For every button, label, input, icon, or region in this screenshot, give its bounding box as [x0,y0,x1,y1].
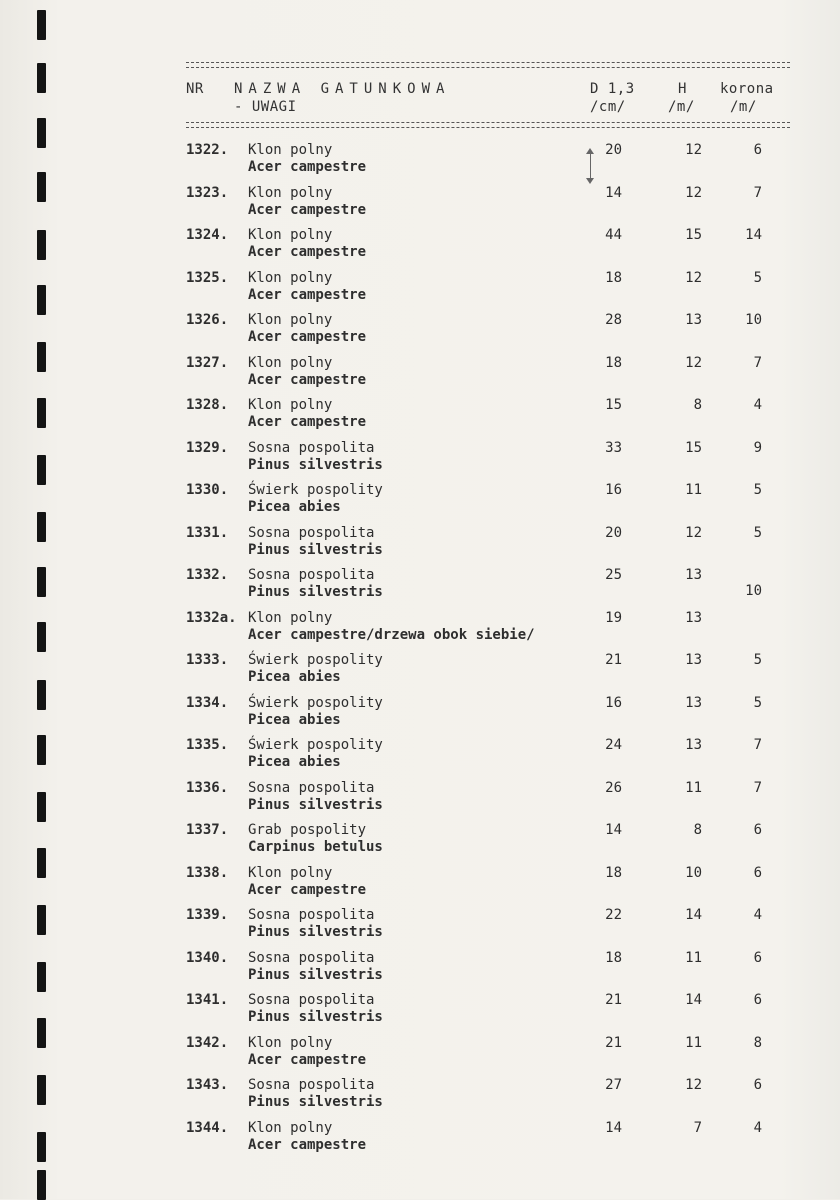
diameter-value: 18 [605,864,622,881]
latin-name: Pinus silvestris [248,924,383,940]
latin-name: Pinus silvestris [248,796,383,813]
species-name: Klon polny [248,609,333,626]
column-header-nr: NR [186,81,204,97]
tree-number: 1343. [186,1077,229,1093]
diameter-value: 14 [605,1119,622,1136]
tree-number: 1334. [186,694,229,711]
crown-value: 14 [745,227,762,243]
table-row [0,270,840,310]
table-row [0,227,840,267]
crown-value: 7 [753,737,762,753]
height-value: 13 [685,609,702,626]
table-row [0,142,840,182]
diameter-value: 16 [605,482,622,498]
tree-number: 1330. [186,482,229,498]
species-name: Sosna pospolita [248,567,375,583]
diameter-value: 15 [605,397,622,413]
tree-number: 1326. [186,312,229,328]
latin-name: Pinus silvestris [248,1009,383,1025]
height-value: 8 [693,397,702,413]
table-row [0,355,840,395]
height-value: 10 [685,864,702,881]
latin-name: Acer campestre/drzewa obok siebie/ [248,626,535,643]
species-name: Świerk pospolity [248,737,383,753]
height-value: 11 [685,779,702,796]
diameter-value: 24 [605,737,622,753]
species-name: Klon polny [248,227,333,243]
height-value: 14 [685,992,702,1008]
height-value: 13 [685,652,702,668]
diameter-value: 22 [605,907,622,923]
species-name: Klon polny [248,1034,333,1051]
latin-name: Carpinus betulus [248,839,383,855]
species-name: Świerk pospolity [248,694,383,711]
crown-value: 10 [745,312,762,328]
crown-value: 8 [753,1034,762,1051]
tree-number: 1335. [186,737,229,753]
height-value: 13 [685,312,702,328]
header-top-rule [186,62,790,68]
species-name: Sosna pospolita [248,1077,375,1093]
tree-number: 1331. [186,524,229,541]
height-value: 12 [685,184,702,201]
height-value: 12 [685,354,702,371]
diameter-value: 18 [605,949,622,966]
diameter-value: 18 [605,269,622,286]
table-row [0,737,840,777]
table-row [0,907,840,947]
species-name: Sosna pospolita [248,949,375,966]
species-name: Klon polny [248,397,333,413]
diameter-value: 25 [605,567,622,583]
table-row [0,1120,840,1160]
height-value: 11 [685,1034,702,1051]
diameter-value: 14 [605,822,622,838]
crown-value: 6 [753,864,762,881]
table-row [0,525,840,565]
table-row [0,1035,840,1075]
tree-number: 1339. [186,907,229,923]
latin-name: Acer campestre [248,329,367,345]
latin-name: Picea abies [248,754,341,770]
latin-name: Pinus silvestris [248,584,383,600]
diameter-value: 20 [605,524,622,541]
latin-name: Picea abies [248,499,341,515]
latin-name: Acer campestre [248,414,367,430]
column-header-diameter-unit: /cm/ [590,99,626,115]
crown-value: 6 [753,822,762,838]
species-name: Klon polny [248,1119,333,1136]
species-name: Świerk pospolity [248,652,383,668]
height-value: 14 [685,907,702,923]
diameter-value: 44 [605,227,622,243]
binding-hole [37,1170,46,1200]
crown-value: 5 [753,652,762,668]
crown-value: 7 [753,779,762,796]
header-bottom-rule [186,122,790,128]
species-name: Klon polny [248,184,333,201]
latin-name: Picea abies [248,669,341,685]
species-name: Sosna pospolita [248,524,375,541]
column-header-crown-unit: /m/ [730,99,757,115]
tree-number: 1340. [186,949,229,966]
height-value: 12 [685,1077,702,1093]
height-value: 15 [685,439,702,456]
diameter-value: 28 [605,312,622,328]
binding-hole [37,10,46,40]
crown-value: 6 [753,949,762,966]
latin-name: Acer campestre [248,159,367,175]
species-name: Klon polny [248,142,333,158]
tree-number: 1333. [186,652,229,668]
diameter-value: 20 [605,142,622,158]
crown-value: 9 [753,439,762,456]
species-name: Klon polny [248,312,333,328]
latin-name: Pinus silvestris [248,1094,383,1110]
height-value: 15 [685,227,702,243]
diameter-value: 16 [605,694,622,711]
diameter-value: 18 [605,354,622,371]
height-value: 13 [685,737,702,753]
height-value: 11 [685,482,702,498]
species-name: Świerk pospolity [248,482,383,498]
species-name: Klon polny [248,864,333,881]
latin-name: Acer campestre [248,881,367,898]
table-row [0,780,840,820]
latin-name: Acer campestre [248,1051,367,1068]
diameter-value: 21 [605,992,622,1008]
binding-hole [37,63,46,93]
table-row [0,482,840,522]
crown-value: 6 [753,992,762,1008]
table-row [0,312,840,352]
table-row [0,695,840,735]
crown-value: 5 [753,524,762,541]
table-row [0,865,840,905]
diameter-value: 26 [605,779,622,796]
species-name: Sosna pospolita [248,779,375,796]
species-name: Sosna pospolita [248,907,375,923]
latin-name: Acer campestre [248,1136,367,1153]
latin-name: Acer campestre [248,371,367,388]
diameter-value: 21 [605,1034,622,1051]
height-value: 7 [693,1119,702,1136]
table-row [0,822,840,862]
column-header-remarks: - UWAGI [234,99,297,115]
tree-number: 1322. [186,142,229,158]
crown-value: 5 [753,269,762,286]
latin-name: Acer campestre [248,286,367,303]
tree-number: 1342. [186,1034,229,1051]
height-value: 12 [685,269,702,286]
latin-name: Pinus silvestris [248,456,383,473]
height-value: 13 [685,567,702,583]
table-row [0,567,840,607]
tree-number: 1325. [186,269,229,286]
crown-value: 6 [753,142,762,158]
diameter-value: 27 [605,1077,622,1093]
handwritten-arrow-mark [586,150,596,184]
species-name: Sosna pospolita [248,439,375,456]
tree-number: 1337. [186,822,229,838]
crown-value: 4 [753,397,762,413]
latin-name: Pinus silvestris [248,541,383,558]
shared-crown-value: 10 [745,583,762,599]
tree-number: 1332. [186,567,229,583]
tree-number: 1329. [186,439,229,456]
column-header-diameter: D 1,3 [590,81,635,97]
height-value: 12 [685,524,702,541]
height-value: 11 [685,949,702,966]
table-row [0,440,840,480]
height-value: 12 [685,142,702,158]
species-name: Klon polny [248,269,333,286]
crown-value: 4 [753,907,762,923]
table-row [0,992,840,1032]
diameter-value: 19 [605,609,622,626]
tree-number: 1328. [186,397,229,413]
height-value: 13 [685,694,702,711]
tree-number: 1344. [186,1119,229,1136]
diameter-value: 14 [605,184,622,201]
tree-number: 1324. [186,227,229,243]
height-value: 8 [693,822,702,838]
crown-value: 7 [753,184,762,201]
tree-number: 1332a. [186,609,237,626]
latin-name: Pinus silvestris [248,966,383,983]
crown-value: 5 [753,482,762,498]
crown-value: 5 [753,694,762,711]
species-name: Grab pospolity [248,822,367,838]
diameter-value: 33 [605,439,622,456]
tree-number: 1327. [186,354,229,371]
diameter-value: 21 [605,652,622,668]
table-row [0,610,840,650]
species-name: Klon polny [248,354,333,371]
column-header-height: H [678,81,687,97]
crown-value: 6 [753,1077,762,1093]
tree-number: 1341. [186,992,229,1008]
tree-number: 1323. [186,184,229,201]
table-row [0,1077,840,1117]
species-name: Sosna pospolita [248,992,375,1008]
tree-number: 1338. [186,864,229,881]
latin-name: Picea abies [248,711,341,728]
column-header-name: NAZWA GATUNKOWA [234,81,451,97]
latin-name: Acer campestre [248,201,367,218]
crown-value: 4 [753,1119,762,1136]
crown-value: 7 [753,354,762,371]
column-header-height-unit: /m/ [668,99,695,115]
tree-number: 1336. [186,779,229,796]
column-header-crown: korona [720,81,774,97]
table-row [0,652,840,692]
table-row [0,397,840,437]
table-row [0,185,840,225]
table-row [0,950,840,990]
latin-name: Acer campestre [248,244,367,260]
